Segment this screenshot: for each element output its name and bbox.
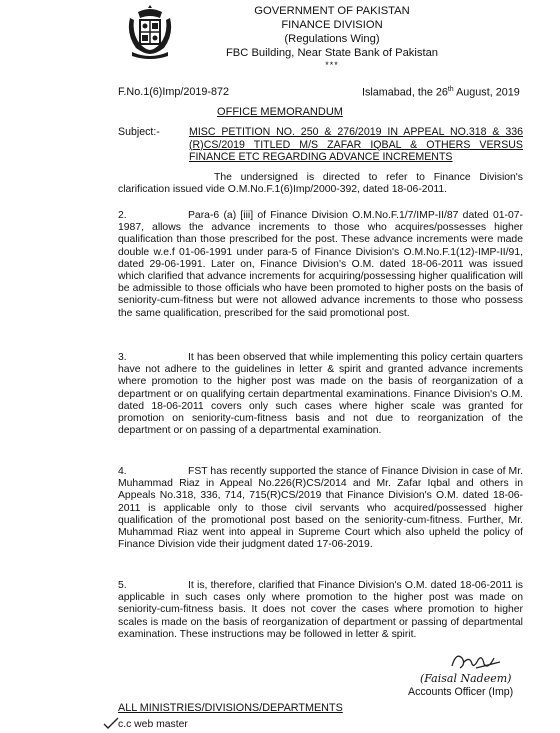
addressee: ALL MINISTRIES/DIVISIONS/DEPARTMENTS	[118, 702, 343, 714]
government-emblem-icon	[124, 4, 176, 60]
signatory-name: (Faisal Nadeem)	[420, 672, 512, 685]
file-reference: F.No.1(6)Imp/2019-872	[118, 86, 230, 98]
letterhead	[214, 4, 450, 70]
paragraph-number: 3.	[118, 352, 127, 363]
signature-icon	[446, 650, 506, 672]
paragraph-number: 4.	[118, 466, 127, 477]
paragraph-1: The undersigned is directed to refer to Finance Division's clarification issued vide O.M.No.F.1(6)Imp/2000-392, dated 18-06-2011.	[118, 172, 523, 196]
subject-label: Subject:-	[118, 126, 160, 138]
paragraph-5: 5. It is, therefore, clarified that Finance Division's O.M. dated 18-06-2011 is applicable in such cases only where promotion to the higher post was made on seniority-cum-fitness basis. It does not cover the cases where promotion to higher scales is made on the basis of reorganization of department or passing of departmental examination. These instructions may be followed in letter & spirit.	[118, 580, 523, 640]
letterhead-address: FBC Building, Near State Bank of Pakistan	[225, 47, 439, 59]
signatory-designation: Accounts Officer (Imp)	[408, 686, 514, 698]
memo-title: OFFICE MEMORANDUM	[217, 106, 343, 118]
paragraph-2: 2. Para-6 (a) [iii] of Finance Division O.M.No.F.1/7/IMP-II/87 dated 01-07-1987, allows the advance increments to those who acquires/possesses higher qualification than those prescribed for the post. These advance increments were made double w.e.f 01-06-1991 under para-5 of Finance Division's O.M.No.F.1(12)-IMP-II/91, dated 29-06-1991. Later on, Finance Division's O.M. dated 18-06-2011 was issued which clarified that advance increments for acquiring/possessing higher qualification will be admissible to those officials who have been promoted to higher posts on the basis of seniority-cum-fitness but were not allowed advance increments to those who possess the same qualification, prescribed for the said promotional post.	[118, 210, 523, 319]
paragraph-3: 3. It has been observed that while implementing this policy certain quarters have not adhere to the guidelines in letter & spirit and granted advance increments where promotion to the higher post was made on the basis of reorganization of a department or on qualifying certain departmental examinations. Finance Division's O.M. dated 18-06-2011 covers only such cases where higher scale was granted for promotion on seniority-cum-fitness basis and not due to reorganization of the department or on passing of a departmental examination.	[118, 352, 523, 437]
paragraph-4: 4. FST has recently supported the stance of Finance Division in case of Mr. Muhammad Riaz in Appeal No.226(R)CS/2014 and Mr. Zafar Iqbal and others in Appeals No.318, 336, 714, 715(R)CS/2019 that Finance Division's O.M. dated 18-06-2011 is applicable only to those civil servants who acquired/possessed higher qualification of the promotional post based on the seniority-cum-fitness. Further, Mr. Muhammad Riaz went into appeal in Supreme Court which also upheld the policy of Finance Division vide their judgment dated 17-06-2019.	[118, 466, 523, 551]
paragraph-number: 2.	[118, 210, 127, 221]
letterhead-wing: (Regulations Wing)	[284, 33, 380, 45]
cc-line: c.c web master	[118, 719, 188, 730]
paragraph-number: 5.	[118, 580, 127, 591]
subject-text: MISC PETITION NO. 250 & 276/2019 IN APPEAL NO.318 & 336 (R)CS/2019 TITLED M/S ZAFAR IQBAL & OTHERS VERSUS FINANCE ETC REGARDING ADVANCE INCREMENTS	[189, 126, 523, 163]
letterhead-division: FINANCE DIVISION	[281, 19, 383, 31]
letterhead-government: GOVERNMENT OF PAKISTAN	[254, 5, 410, 17]
letterhead-stars: ***	[325, 60, 339, 70]
issue-date: Islamabad, the 26th August, 2019	[362, 86, 520, 99]
